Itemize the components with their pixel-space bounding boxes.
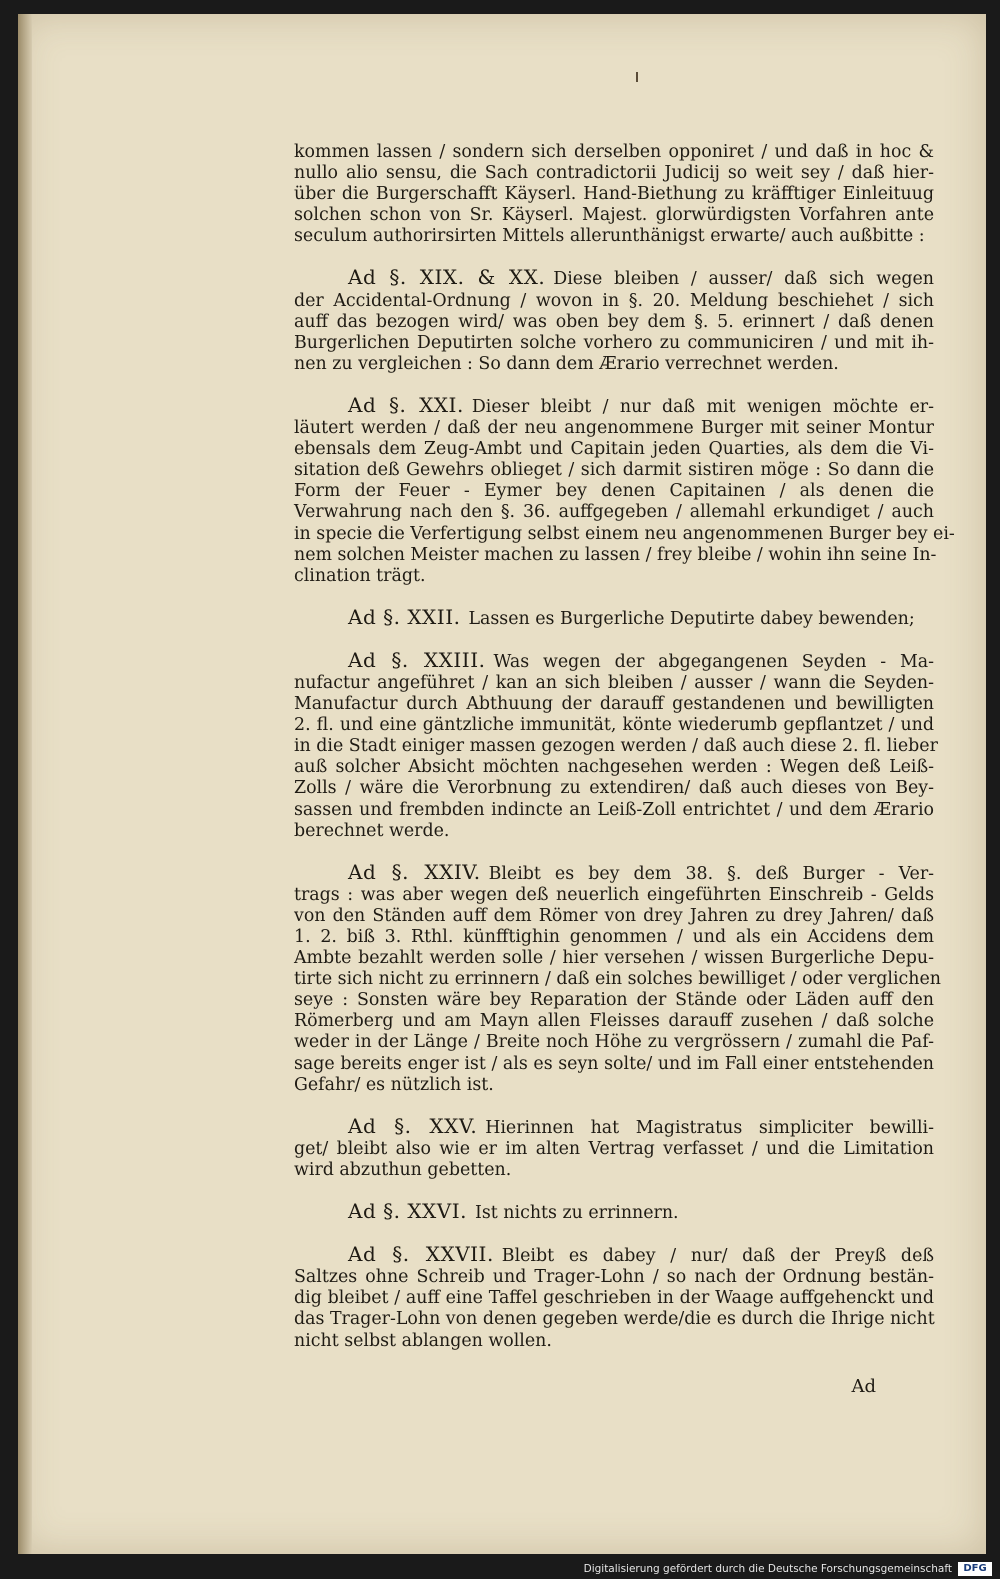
text-line	[294, 647, 934, 673]
line-text: das Trager-Lohn von denen gegeben werde/die es durch die Ihrige nicht	[294, 1309, 935, 1330]
line-text: nullo alio sensu, die Sach contradictorii Judicij so weit sey / daß hier-	[294, 163, 934, 184]
line-text: tirte sich nicht zu errinnern / daß ein solches bewilliget / oder verglichen	[294, 969, 941, 990]
text-line	[294, 1032, 934, 1053]
line-text: clination trägt.	[294, 565, 426, 586]
text-line	[294, 439, 934, 460]
text-line	[294, 604, 934, 630]
text-line	[294, 821, 934, 842]
line-text: auff das bezogen wird/ was oben bey dem §. 5. erinnert / daß denen	[294, 311, 934, 332]
line-text: Manufactur durch Abthuung der darauff gestandenen und bewilligten	[294, 694, 934, 715]
line-text: 2. fl. und eine gäntzliche immunität, könte wiederumb gepflantzet / und	[294, 715, 934, 736]
text-line	[294, 1139, 934, 1160]
text-line	[294, 885, 934, 906]
scanned-page	[18, 14, 986, 1554]
text-line	[294, 1075, 934, 1096]
line-text: solchen schon von Sr. Käyserl. Majest. glorwürdigsten Vorfahren ante	[294, 205, 934, 226]
text-line	[294, 673, 934, 694]
text-line	[294, 267, 934, 290]
text-line	[294, 163, 934, 184]
text-line	[294, 142, 934, 163]
text-line	[294, 1160, 934, 1181]
text-line	[294, 778, 934, 799]
line-text: Saltzes ohne Schreib und Trager-Lohn / so nach der Ordnung bestän-	[294, 1267, 934, 1288]
text-line	[294, 1267, 934, 1288]
text-line	[294, 1288, 934, 1309]
line-text: nufactur angeführet / kan an sich bleiben / ausser / wann die Seyden-	[294, 672, 934, 693]
text-line	[294, 1201, 934, 1224]
section-heading: Ad §. XXIV.	[348, 859, 481, 884]
text-line	[294, 1309, 934, 1330]
section-paragraph	[294, 647, 938, 842]
text-line	[294, 523, 955, 545]
text-line	[294, 392, 934, 418]
line-text: sitation deß Gewehrs oblieget / sich darmit sistiren möge : So dann die	[294, 460, 934, 481]
page-spine-shadow	[18, 14, 32, 1554]
text-line	[294, 566, 934, 587]
line-text: Ambte bezahlt werden solle / hier versehen / wissen Burgerliche Depu-	[294, 948, 934, 969]
line-text: berechnet werde.	[294, 820, 450, 841]
line-text: Diese bleiben / ausser/ daß sich wegen	[553, 269, 934, 290]
line-text: Ist nichts zu errinnern.	[475, 1203, 679, 1224]
line-text: sassen und frembden indincte an Leiß-Zoll entrichtet / und dem Ærario	[294, 799, 934, 820]
text-line	[294, 1331, 934, 1352]
line-text: auß solcher Absicht möchten nachgesehen werden : Wegen deß Leiß-	[294, 757, 934, 778]
line-text: kommen lassen / sondern sich derselben opponiret / und daß in hoc &	[294, 142, 934, 162]
text-line	[294, 694, 934, 715]
line-text: Burgerlichen Deputirten solche vorhero zu communiciren / und mit ih-	[294, 332, 934, 353]
text-line	[294, 1054, 934, 1075]
line-text: trags : was aber wegen deß neuerlich eingeführten Einschreib - Gelds	[294, 884, 934, 905]
section-paragraph	[294, 859, 941, 1096]
line-text: sage bereits enger ist / als es seyn solte/ und im Fall einer entstehenden	[294, 1053, 934, 1074]
text-line	[294, 715, 934, 736]
text-line	[294, 1113, 934, 1139]
line-text: 1. 2. biß 3. Rthl. künfftighin genommen / und als ein Accidens dem	[294, 927, 934, 947]
line-text: Gefahr/ es nützlich ist.	[294, 1074, 494, 1095]
line-text: weder in der Länge / Breite noch Höhe zu vergrössern / zumahl die Paf-	[294, 1032, 934, 1053]
section-heading: Ad §. XIX. & XX.	[348, 265, 546, 290]
text-line	[294, 460, 934, 481]
text-line	[294, 1244, 934, 1267]
line-text: von den Ständen auff dem Römer von drey Jahren zu drey Jahren/ daß	[294, 905, 934, 926]
dfg-logo: DFG	[958, 1562, 992, 1576]
line-text: Hierinnen hat Magistratus simpliciter bewilli-	[485, 1117, 934, 1138]
text-line	[294, 990, 934, 1011]
section-heading: Ad §. XXIII.	[348, 647, 486, 672]
text-line	[294, 800, 934, 821]
line-text: Lassen es Burgerliche Deputirte dabey bewenden;	[468, 608, 915, 629]
text-line	[294, 544, 937, 566]
page-mark	[636, 72, 638, 82]
text-line	[294, 502, 934, 523]
line-text: Zolls / wäre die Verorbnung zu extendiren/ daß auch dieses von Bey-	[294, 778, 934, 799]
text-line	[294, 226, 934, 247]
text-line	[294, 291, 934, 312]
section-paragraph	[294, 267, 934, 374]
text-line	[294, 859, 935, 885]
line-text: Bleibt es bey dem 38. §. deß Burger - Ver-	[488, 863, 935, 884]
line-text: seculum authorirsirten Mittels allerunthänigst erwarte/ auch außbitte :	[294, 226, 925, 247]
section-paragraph	[294, 1201, 934, 1224]
line-text: Dieser bleibt / nur daß mit wenigen möchte er-	[471, 396, 934, 417]
line-text: get/ bleibt also wie er im alten Vertrag verfasset / und die Limitation	[294, 1138, 934, 1159]
text-line	[294, 1011, 934, 1032]
text-line	[294, 333, 934, 354]
text-line	[294, 969, 941, 990]
line-text: dig bleibet / auff eine Taffel geschrieben in der Waage auffgehenckt und	[294, 1288, 934, 1309]
text-line	[294, 736, 938, 757]
page-text	[294, 142, 955, 1372]
section-paragraph	[294, 1113, 934, 1181]
section-heading: Ad §. XXV.	[348, 1113, 478, 1138]
line-text: nicht selbst ablangen wollen.	[294, 1330, 552, 1351]
funding-notice: Digitalisierung gefördert durch die Deutsche Forschungsgemeinschaft	[583, 1563, 952, 1575]
text-line	[294, 906, 934, 927]
line-text: ebensals dem Zeug-Ambt und Capitain jeden Quarties, als dem die Vi-	[294, 439, 934, 460]
text-line	[294, 205, 934, 226]
line-text: Form der Feuer - Eymer bey denen Capitainen / als denen die	[294, 481, 934, 502]
text-line	[294, 927, 934, 948]
continuation-paragraph	[294, 142, 934, 247]
footer-bar	[0, 1557, 1000, 1579]
line-text: nem solchen Meister machen zu lassen / frey bleibe / wohin ihn seine In-	[294, 544, 937, 565]
text-line	[294, 184, 934, 205]
line-text: in die Stadt einiger massen gezogen werden / daß auch diese 2. fl. lieber	[294, 736, 938, 757]
line-text: nen zu vergleichen : So dann dem Ærario verrechnet werden.	[294, 353, 839, 374]
section-heading: Ad §. XXVII.	[348, 1242, 494, 1267]
text-line	[294, 418, 934, 439]
text-line	[294, 354, 934, 375]
section-heading: Ad §. XXII.	[348, 604, 461, 629]
section-paragraph	[294, 604, 934, 630]
catchword: Ad	[851, 1376, 876, 1397]
section-heading: Ad §. XXVI.	[348, 1199, 467, 1224]
line-text: seye : Sonsten wäre bey Reparation der Stände oder Läden auff den	[294, 990, 934, 1011]
text-line	[294, 948, 934, 969]
line-text: in specie die Verfertigung selbst einem neu angenommenen Burger bey ei-	[294, 523, 955, 544]
section-heading: Ad §. XXI.	[348, 392, 464, 417]
line-text: Was wegen der abgegangenen Seyden - Ma-	[493, 651, 934, 672]
line-text: läutert werden / daß der neu angenommene Burger mit seiner Montur	[294, 418, 934, 439]
line-text: Verwahrung nach den §. 36. auffgegeben / allemahl erkundiget / auch	[294, 502, 934, 523]
line-text: der Accidental-Ordnung / wovon in §. 20. Meldung beschiehet / sich	[294, 290, 934, 311]
text-line	[294, 757, 934, 778]
text-line	[294, 312, 934, 333]
line-text: über die Burgerschafft Käyserl. Hand-Biethung zu kräfftiger Einleituug	[294, 184, 934, 205]
line-text: Römerberg und am Mayn allen Fleisses darauff zusehen / daß solche	[294, 1011, 934, 1032]
section-paragraph	[294, 1244, 934, 1351]
section-paragraph	[294, 392, 955, 587]
text-line	[294, 481, 934, 502]
line-text: wird abzuthun gebetten.	[294, 1159, 512, 1180]
line-text: Bleibt es dabey / nur/ daß der Preyß deß	[501, 1246, 934, 1267]
